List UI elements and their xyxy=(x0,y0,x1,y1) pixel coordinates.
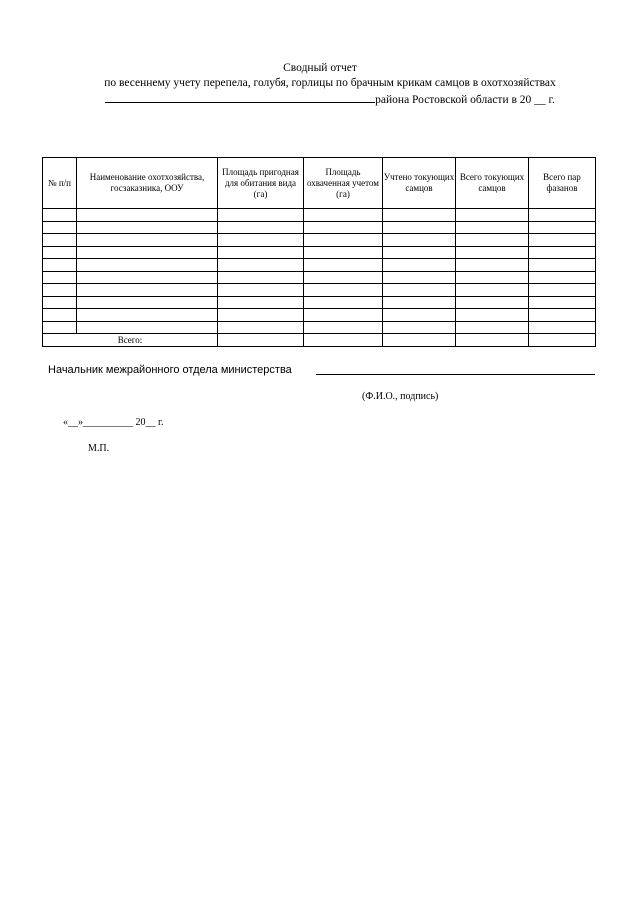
col-header-habitat-area: Площадь пригодная для обитания вида (га) xyxy=(218,158,304,209)
col-header-covered-area: Площадь охваченная учетом (га) xyxy=(304,158,383,209)
table-row xyxy=(43,284,596,297)
col-header-name: Наименование охотхозяйства, госзаказника, ООУ xyxy=(77,158,218,209)
district-suffix: района Ростовской области в 20 __ г. xyxy=(375,94,555,106)
table-row xyxy=(43,309,596,322)
table-row xyxy=(43,246,596,259)
report-subtitle: по весеннему учету перепела, голубя, горлицы по брачным крикам самцов в охотхозяйствах xyxy=(104,77,556,89)
report-district-line xyxy=(10,91,640,107)
date-line: «__»__________ 20__ г. xyxy=(63,417,164,428)
total-label: Всего: xyxy=(43,334,218,347)
col-header-total-males: Всего токующих самцов xyxy=(456,158,529,209)
table-total-row xyxy=(43,334,596,347)
table-row xyxy=(43,321,596,334)
col-header-pheasant-pairs: Всего пар фазанов xyxy=(529,158,596,209)
col-header-counted-males: Учтено токующих самцов xyxy=(383,158,456,209)
table-row xyxy=(43,271,596,284)
table-row xyxy=(43,259,596,272)
signature-line xyxy=(316,374,595,375)
district-blank xyxy=(105,91,375,103)
table-row xyxy=(43,209,596,222)
table-row xyxy=(43,221,596,234)
signatory-label: Начальник межрайонного отдела министерства xyxy=(48,364,292,376)
table-row xyxy=(43,296,596,309)
stamp-place: М.П. xyxy=(88,443,110,454)
report-title: Сводный отчет xyxy=(283,62,357,74)
signature-caption: (Ф.И.О., подпись) xyxy=(362,391,439,402)
col-header-number: № п/п xyxy=(43,158,77,209)
table-header-row xyxy=(43,158,596,209)
report-table xyxy=(42,157,596,347)
table-row xyxy=(43,234,596,247)
